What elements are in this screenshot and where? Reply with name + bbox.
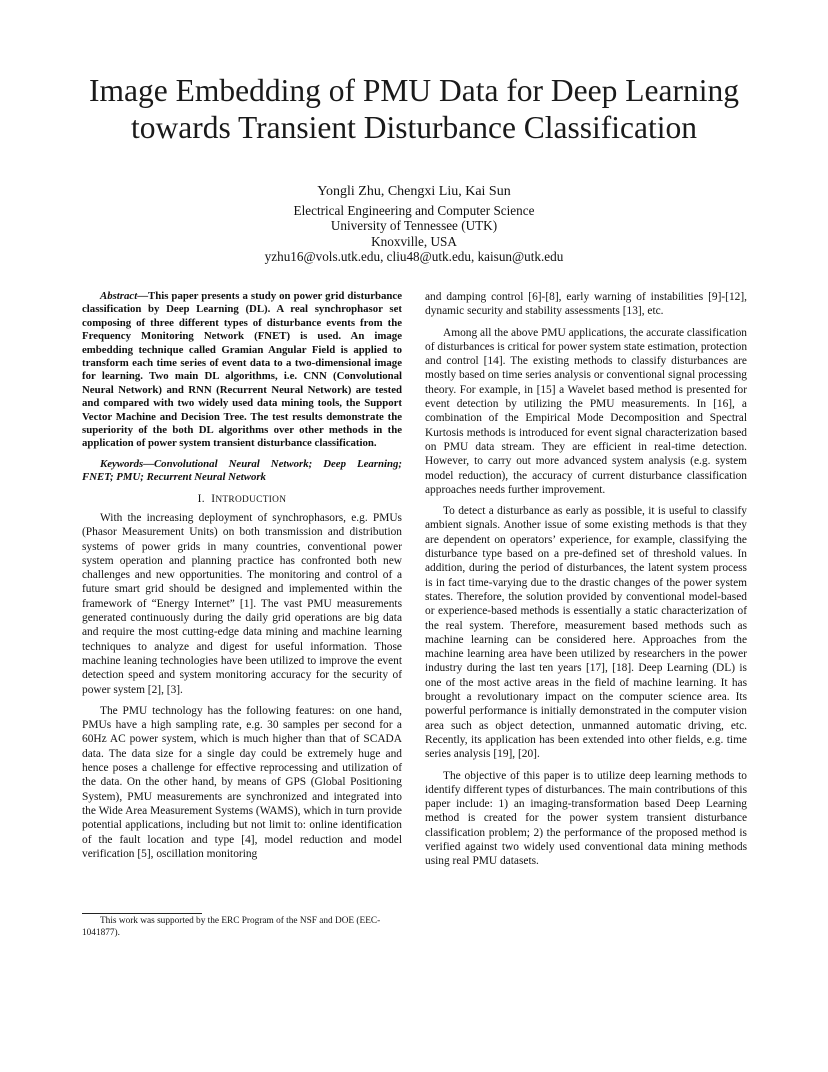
affiliation-dept: Electrical Engineering and Computer Science [293, 202, 535, 218]
footnote: This work was supported by the ERC Program of the NSF and DOE (EEC-1041877). [82, 916, 381, 938]
abstract-text: —This paper presents a study on power grid disturbance classification by Deep Learning (DL). A real synchrophasor set composing of three different types of disturbance events from the Frequency Monitoring Network (FNET) is used. An image embedding technique called Gramian Angular Field is applied to transform each time series of event data to a two-dimensional image for learning. Two main DL algorithms, i.e. CNN (Convolutional Neural Network) and RNN (Recurrent Neural Network) are tested and compared with two widely used data mining tools, the Support Vector Machine and Decision Tree. The test results demonstrate the superiority of the both DL algorithms over other methods in the application of power system transient disturbance classification. [82, 290, 402, 450]
author-names: Yongli Zhu, Chengxi Liu, Kai Sun [317, 184, 511, 199]
paragraph: To detect a disturbance as early as possible, it is useful to classify ambient signals. Another issue of some existing methods is that they are dependent on operators’ experience, for example, classifying the disturbance type based on a pre-defined set of threshold values. In addition, during the period of disturbances, the latent system process is in fact time-varying due to the drastic changes of the power system states. Therefore, the solution provided by conventional model-based or experience-based methods is essentially a static characterization of the real system. Therefore, measurement based methods such as machine learning can be considered here. Approaches from the machine learning area have been utilized by researchers in the power industry during the last ten years [17], [18]. Deep Learning (DL) is one of the most active areas in the field of machine learning. It has brought a revolutionary impact on the computer science area. Its powerful performance is initially demonstrated in the computer vision area such as object detection, unmanned automatic driving, etc. Recently, its application has been extended into other fields, e.g. time series analysis [19], [20]. [425, 505, 747, 761]
affiliation-city: Knoxville, USA [371, 233, 457, 249]
title-line-1: Image Embedding of PMU Data for Deep Learning [89, 73, 739, 108]
paragraph: Among all the above PMU applications, the accurate classification of disturbances is critical for power system state estimation, protection and control [14]. The existing methods to classify disturbances are mostly based on time series analysis or conventional signal processing theory. For example, in [15] a Wavelet based method is presented for event detection by utilizing the PMU measurements. In [16], a combination of the Empirical Mode Decomposition and Spectral Kurtosis methods is introduced for event signal characterization based on PMU data stream. They are efficient in real-time detection. However, to carry out more advanced system analysis (e.g. system model reduction), the accuracy of current disturbance classification approaches needs further improvement. [425, 326, 748, 496]
left-column [82, 290, 402, 868]
title-line-2: towards Transient Disturbance Classification [130, 110, 698, 145]
abstract-lead: Abstract [100, 290, 138, 302]
paragraph: The objective of this paper is to utilize deep learning methods to identify different types of disturbances. The main contributions of this paper include: 1) an imaging-transformation based Deep Learning method is created for the power system transient disturbance classification problem; 2) the performance of the proposed method is verified against two widely used conventional data mining methods using real PMU datasets. [425, 769, 747, 868]
keywords: Keywords—Convolutional Neural Network; Deep Learning; FNET; PMU; Recurrent Neural Network [82, 457, 402, 484]
paper-title [60, 72, 768, 146]
paragraph: and damping control [6]-[8], early warning of instabilities [9]-[12], dynamic security and stability assessments [13], etc. [425, 291, 747, 318]
right-column [425, 290, 747, 876]
section-heading-introduction [82, 492, 402, 507]
affiliation-university: University of Tennessee (UTK) [330, 218, 498, 233]
section-number: I. [197, 492, 205, 505]
section-title-rest: NTRODUCTION [215, 494, 287, 505]
author-block [114, 184, 714, 265]
author-emails: yzhu16@vols.utk.edu, cliu48@utk.edu, kaisun@utk.edu [264, 249, 564, 264]
paragraph: With the increasing deployment of synchrophasors, e.g. PMUs (Phasor Measurement Units) on both transmission and distribution systems of power grids in many countries, conventional power system operation and planning practice has confronted both new challenges and new opportunities. The monitoring and control of a future smart grid should be designed and implemented within the framework of “Energy Internet” [1]. The vast PMU measurements generated continuously during the daily grid operations are big data and require the most cutting-edge data mining and machine learning techniques to analyze and digest for useful information. Those machine leaning technologies have been utilized to improve the event detection speed and system monitoring accuracy for the security of power system [2], [3]. [82, 511, 402, 696]
paragraph: The PMU technology has the following features: on one hand, PMUs have a high sampling rate, e.g. 30 samples per second for a 60Hz AC power system, which is much higher than that of SCADA data. The data size for a single day could be extremely huge and hence poses a challenge for effective reprocessing and utilization of the data. On the other hand, by means of GPS (Global Positioning System), PMU measurements are synchronized and integrated into the Wide Area Measurement Systems (WAMS), which in turn provide potential applications, including but not limit to: online identification of the fault location and type [4], model reduction and model verification [5], oscillation monitoring [82, 704, 402, 860]
abstract [82, 290, 402, 451]
footnote-rule [82, 913, 202, 914]
section-title-initial: I [211, 492, 216, 505]
